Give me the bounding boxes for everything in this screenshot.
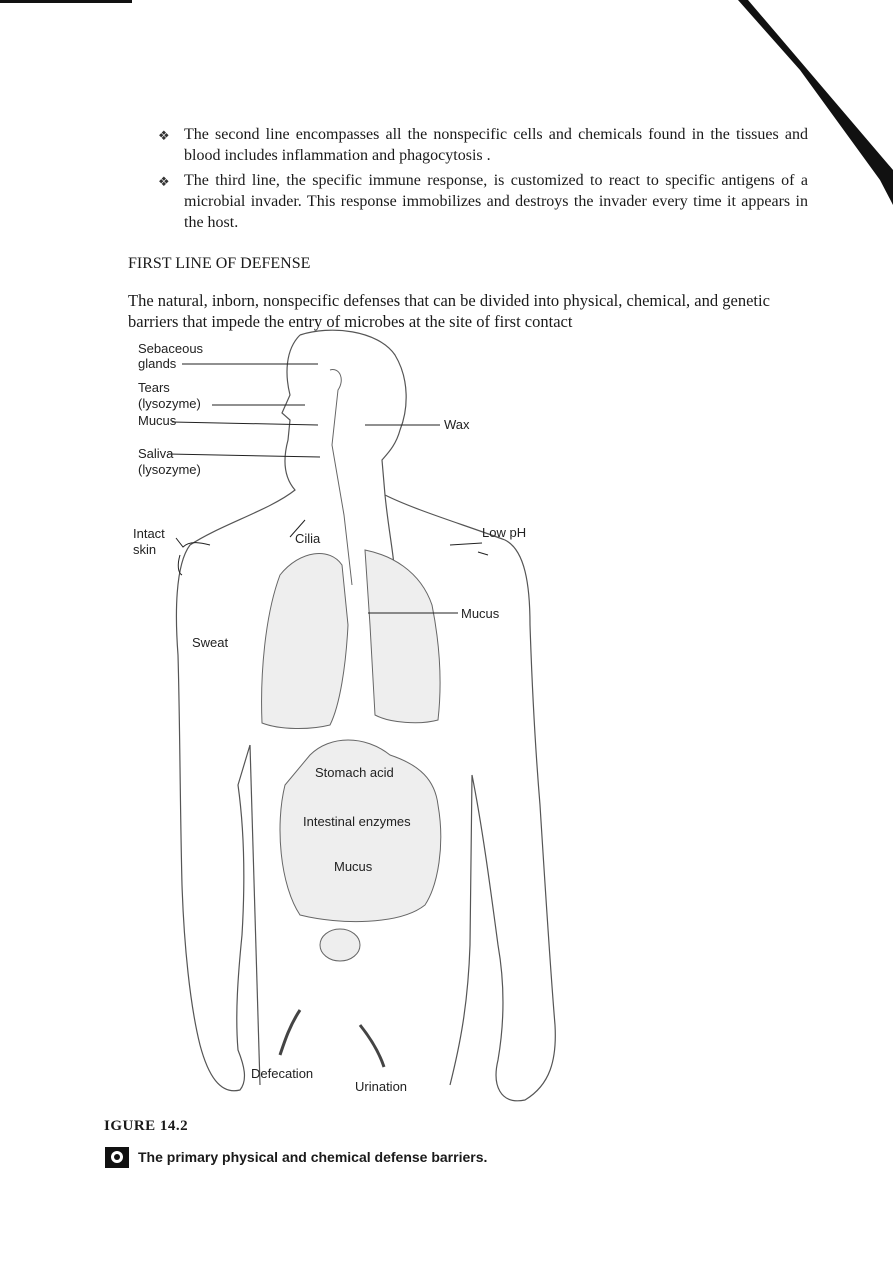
label-low-ph: Low pH <box>482 525 527 540</box>
bullet-item <box>158 170 808 233</box>
label-intestinal-enzymes: Intestinal enzymes <box>303 814 411 829</box>
label-urination: Urination <box>355 1079 408 1094</box>
caption-text: The primary physical and chemical defense barriers. <box>138 1149 488 1165</box>
figure-number: IGURE 14.2 <box>104 1118 189 1134</box>
label-saliva: Saliva <box>138 446 174 461</box>
figure-caption <box>104 1145 487 1169</box>
label-wax: Wax <box>444 417 470 432</box>
body-outline <box>176 330 555 1101</box>
label-mucus-lungs: Mucus <box>461 606 500 621</box>
section-body <box>128 269 808 332</box>
fluid-arrows <box>280 1010 384 1067</box>
label-intact-skin: Intact <box>133 526 165 541</box>
bullet-diamond-icon: ❖ <box>158 128 170 143</box>
bullet-diamond-icon: ❖ <box>158 174 170 189</box>
label-saliva-lysozyme: (lysozyme) <box>138 462 201 477</box>
label-tears: Tears <box>138 380 170 395</box>
bullet-text-third-line: The third line, the specific immune response, is customized to react to specific antigens of a microbial invader. This response immobilizes and destroys the invader every time it appears in the host. <box>184 172 808 231</box>
label-mucus-nose: Mucus <box>138 413 177 428</box>
label-cilia: Cilia <box>295 531 321 546</box>
bullet-item <box>158 124 808 166</box>
section-body-text: The natural, inborn, nonspecific defenses that can be divided into physical, chemical, and genetic barriers that impede the entry of microbes at the site of first contact <box>128 291 770 331</box>
bullet-text-second-line: The second line encompasses all the nonspecific cells and chemicals found in the tissues and blood includes inflammation and phagocytosis . <box>184 126 808 164</box>
label-defecation: Defecation <box>251 1066 314 1081</box>
label-stomach-acid: Stomach acid <box>315 765 394 780</box>
section-heading: FIRST LINE OF DEFENSE <box>128 255 311 272</box>
label-mucus-gut: Mucus <box>334 859 373 874</box>
bullet-list <box>158 124 808 237</box>
figure-badge-icon <box>104 1145 130 1169</box>
label-sebaceous-glands-2: glands <box>138 356 177 371</box>
label-sebaceous-glands: Sebaceous <box>138 341 204 356</box>
defense-barriers-figure <box>120 325 570 1110</box>
label-tears-lysozyme: (lysozyme) <box>138 396 201 411</box>
label-intact-skin-2: skin <box>133 542 157 557</box>
label-sweat: Sweat <box>192 635 229 650</box>
